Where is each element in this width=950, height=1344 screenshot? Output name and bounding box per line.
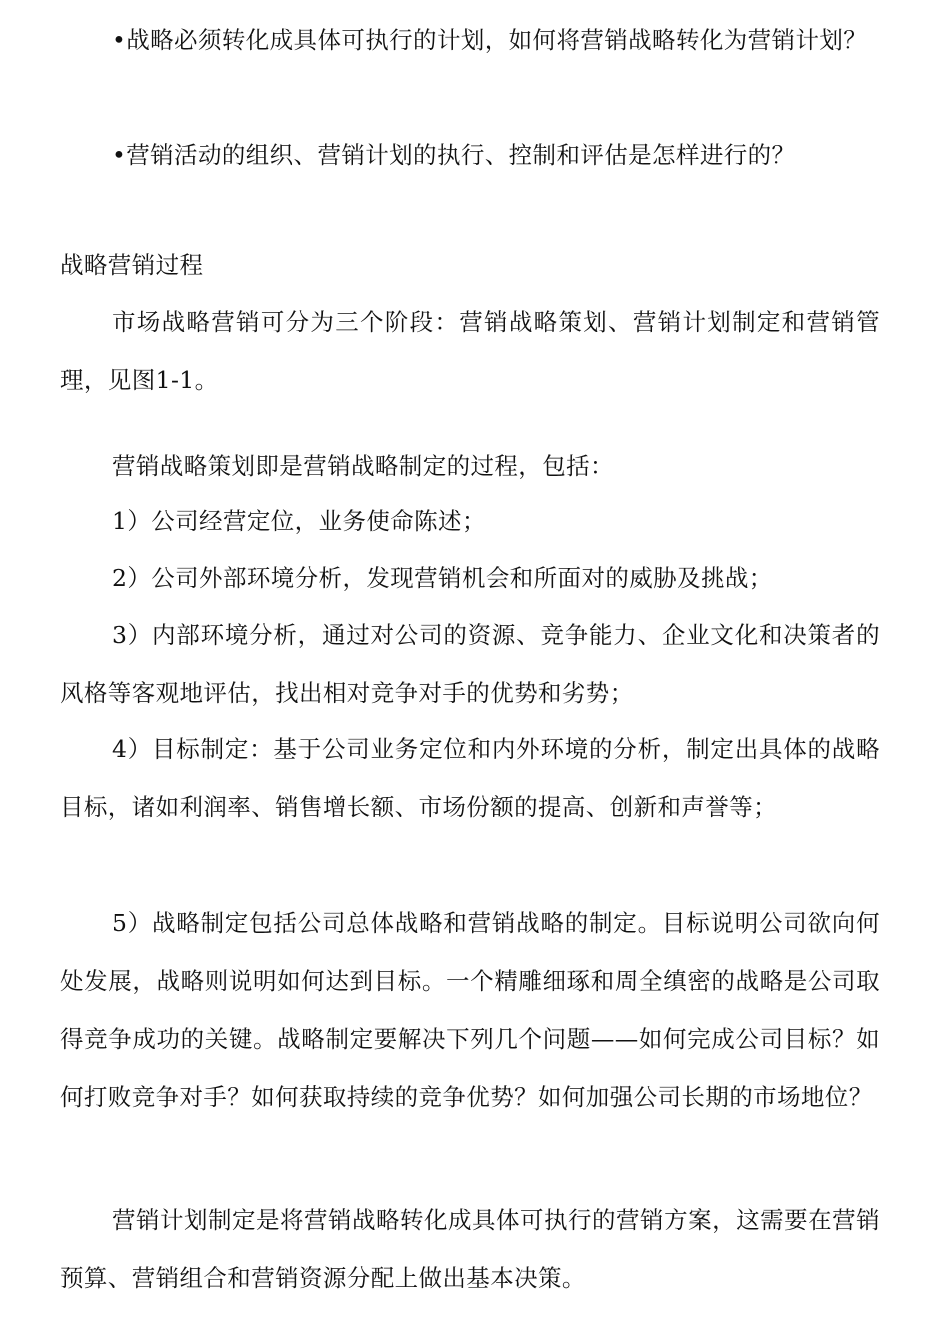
plan-making-paragraph: 营销计划制定是将营销战略转化成具体可执行的营销方案，这需要在营销预算、营销组合和营销资源分配上做出基本决策。	[60, 1206, 880, 1292]
list-item-1: 1）公司经营定位，业务使命陈述；	[112, 507, 486, 535]
intro-paragraph: 市场战略营销可分为三个阶段：营销战略策划、营销计划制定和营销管理，见图1-1。	[60, 308, 880, 394]
list-item-3: 3）内部环境分析，通过对公司的资源、竞争能力、企业文化和决策者的风格等客观地评估，找出相对竞争对手的优势和劣势；	[60, 621, 880, 707]
bullet-paragraph-2: •营销活动的组织、营销计划的执行、控制和评估是怎样进行的？	[112, 141, 796, 169]
bullet-paragraph-1: •战略必须转化成具体可执行的计划，如何将营销战略转化为营销计划？	[112, 26, 868, 54]
list-item-2: 2）公司外部环境分析，发现营销机会和所面对的威胁及挑战；	[112, 564, 773, 592]
section-heading: 战略营销过程	[60, 251, 204, 279]
list-item-5: 5）战略制定包括公司总体战略和营销战略的制定。目标说明公司欲向何处发展，战略则说明如何达到目标。一个精雕细琢和周全缜密的战略是公司取得竞争成功的关键。战略制定要解决下列几个问题——如何完成公司目标？如何打败竞争对手？如何获取持续的竞争优势？如何加强公司长期的市场地位？	[60, 909, 880, 1111]
planning-lead-paragraph: 营销战略策划即是营销战略制定的过程，包括：	[112, 452, 614, 480]
list-item-4: 4）目标制定：基于公司业务定位和内外环境的分析，制定出具体的战略目标，诸如利润率、销售增长额、市场份额的提高、创新和声誉等；	[60, 735, 880, 821]
